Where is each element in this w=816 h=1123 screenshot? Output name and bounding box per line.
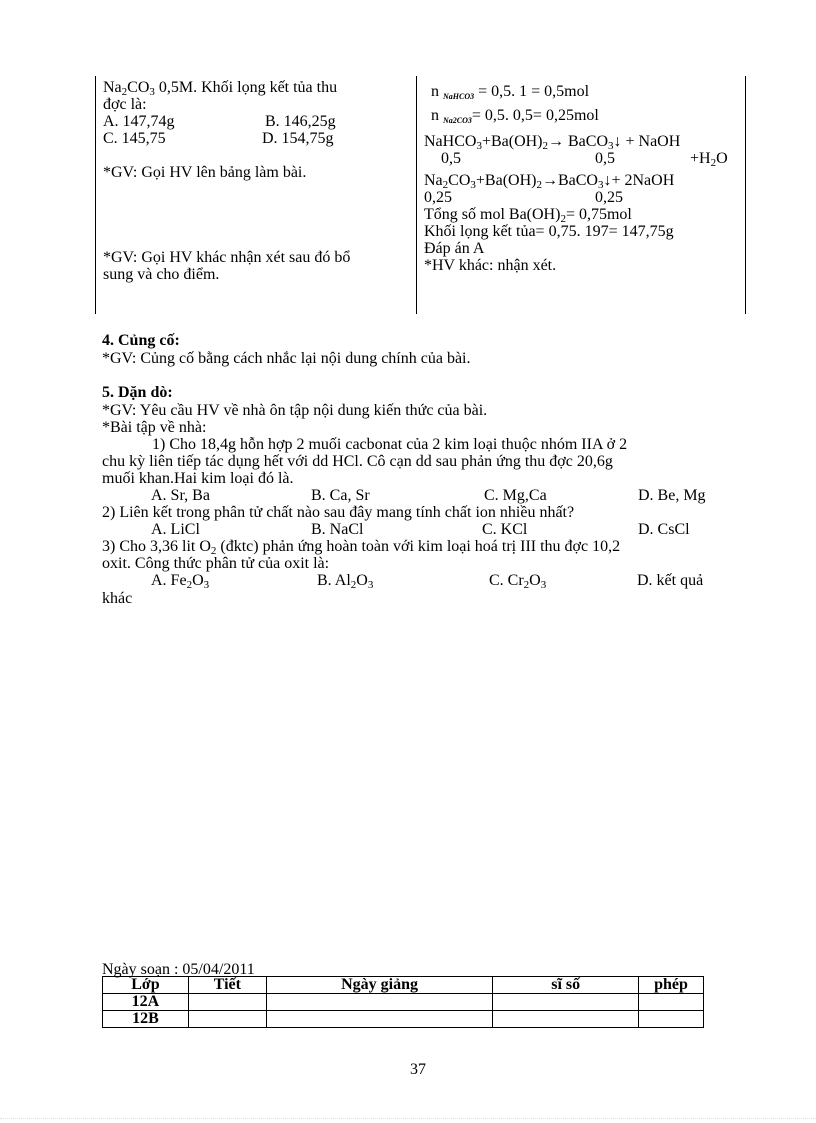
prep-date: Ngày soạn : 05/04/2011 — [102, 961, 255, 978]
answer: Đáp án A — [424, 240, 485, 257]
row-cell — [266, 994, 493, 1011]
table-border-middle — [416, 76, 417, 314]
q3-option-c: C. $Cr_2O_3$ — [489, 572, 547, 591]
mol-na2co3: n Na2CO3= 0,5. 0,5= 0,25mol — [431, 107, 599, 125]
student-note: *HV khác: nhận xét. — [424, 257, 557, 274]
q3-option-b: B. $Al_2O_3$ — [317, 572, 374, 591]
reaction-1-amount-b: 0,5 — [595, 150, 615, 167]
q3-option-d-cont: khác — [102, 590, 133, 607]
q1-option-a: A. Sr, Ba — [151, 487, 210, 504]
reaction-1-amount-a: 0,5 — [441, 150, 461, 167]
header-count: sĩ số — [493, 977, 639, 994]
table-border-left — [95, 76, 96, 314]
row-class: 12B — [103, 1011, 189, 1028]
reaction-2-amount-b: 0,25 — [595, 189, 623, 206]
left-line-1: $Na_2CO_3$ 0,5M. Khối lọng kết tủa thu — [103, 79, 338, 98]
left-line-2: đợc là: — [103, 96, 147, 113]
row-cell — [493, 1011, 639, 1028]
row-class: 12A — [103, 994, 189, 1011]
teacher-note-2a: *GV: Gọi HV khác nhận xét sau đó bổ — [103, 249, 351, 266]
reaction-1: $NaHCO_3+Ba(OH)_2\to$ BaCO$_3$↓ + NaOH — [424, 133, 681, 152]
precipitate-mass: Khối lọng kết tủa= 0,75. 197= 147,75g — [424, 223, 674, 240]
section-4-line: *GV: Củng cố bằng cách nhắc lại nội dung chính của bài. — [102, 350, 471, 367]
section-5-line-1: *GV: Yêu cầu HV về nhà ôn tập nội dung kiến thức của bài. — [102, 402, 488, 419]
table-row — [103, 1011, 704, 1028]
footer-rule — [0, 1118, 816, 1119]
q2-option-a: A. LiCl — [151, 521, 200, 538]
total-mol: Tổng số mol $Ba(OH)_2= 0,75mol$ — [424, 206, 632, 225]
row-cell — [188, 994, 266, 1011]
q1-option-b: B. Ca, Sr — [311, 487, 370, 504]
schedule-header-row — [103, 977, 704, 994]
section-5-title: 5. Dặn dò: — [102, 384, 173, 401]
header-date: Ngày giảng — [266, 977, 493, 994]
q2-option-c: C. KCl — [482, 521, 528, 538]
homework-label: *Bài tập về nhà: — [102, 419, 207, 436]
mol-nahco3: n NaHCO3 = 0,5. 1 = 0,5mol — [431, 83, 590, 101]
q1-line-a: 1) Cho 18,4g hỗn hợp 2 muối cacbonat của 2 kim loại thuộc nhóm IIA ở 2 — [152, 436, 628, 453]
option-c: C. 145,75 — [103, 130, 166, 147]
header-class: Lớp — [103, 977, 189, 994]
q1-option-c: C. Mg,Ca — [484, 487, 547, 504]
page-number: 37 — [410, 1061, 426, 1078]
teacher-note-2b: sung và cho điểm. — [103, 266, 220, 283]
q3-option-d: D. kết quả — [637, 572, 704, 589]
table-border-right — [745, 76, 746, 314]
q2-option-b: B. NaCl — [311, 521, 364, 538]
reaction-1-water: $+H_2O$ — [690, 150, 728, 169]
q3-option-a: A. $Fe_2O_3$ — [151, 572, 210, 591]
q2-option-d: D. CsCl — [638, 521, 690, 538]
reaction-2-amount-a: 0,25 — [424, 189, 452, 206]
schedule-table — [102, 976, 704, 1028]
q1-line-c: muối khan.Hai kim loại đó là. — [102, 470, 294, 487]
option-a: A. 147,74g — [103, 113, 175, 130]
row-cell — [639, 994, 704, 1011]
row-cell — [639, 1011, 704, 1028]
reaction-2: $Na_2CO_3+Ba(OH)_2\to BaCO_3↓+$ 2NaOH — [424, 172, 675, 191]
table-row — [103, 994, 704, 1011]
q2-line: 2) Liên kết trong phân tử chất nào sau đây mang tính chất ion nhiều nhất? — [102, 504, 575, 521]
section-4-title: 4. Củng cố: — [102, 332, 180, 349]
header-period: Tiết — [188, 977, 266, 994]
option-b: B. 146,25g — [265, 113, 336, 130]
q1-line-b: chu kỳ liên tiếp tác dụng hết với dd HCl. Cô cạn dd sau phản ứng thu đợc 20,6g — [102, 453, 613, 470]
q3-line-b: oxit. Công thức phân tử của oxit là: — [102, 555, 330, 572]
q1-option-d: D. Be, Mg — [638, 487, 706, 504]
option-d: D. 154,75g — [262, 130, 334, 147]
row-cell — [266, 1011, 493, 1028]
teacher-note-1: *GV: Gọi HV lên bảng làm bài. — [103, 164, 307, 181]
header-permission: phép — [639, 977, 704, 994]
row-cell — [493, 994, 639, 1011]
q3-line-a: 3) Cho 3,36 lit $O_2$ (đktc) phản ứng hoàn toàn với kim loại hoá trị III thu đợc 10,2 — [102, 538, 621, 557]
row-cell — [188, 1011, 266, 1028]
